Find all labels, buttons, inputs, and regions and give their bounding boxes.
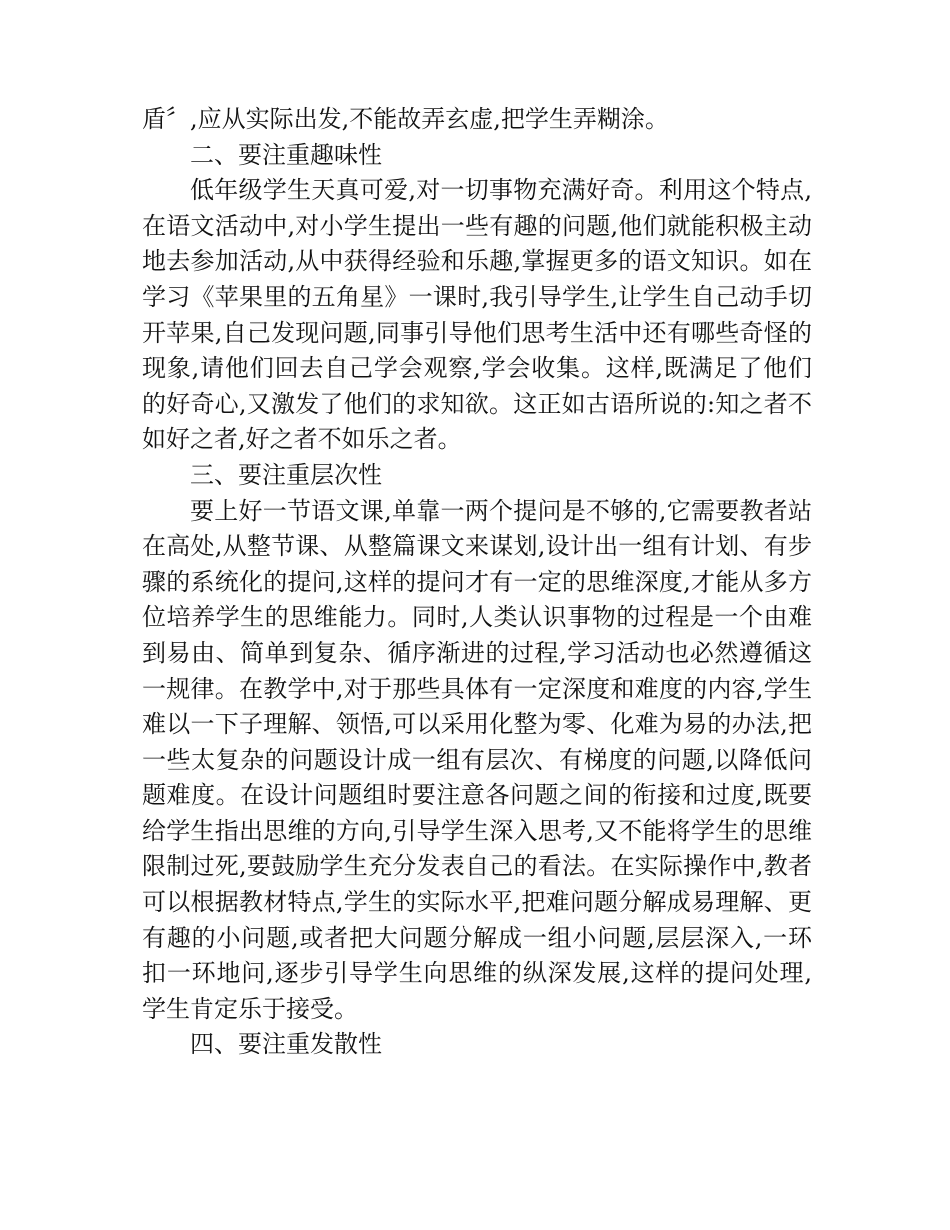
document-page	[142, 102, 812, 1063]
paragraph-levels: 要上好一节语文课,单靠一两个提问是不够的,它需要教者站在高处,从整节课、从整篇课文来谋划,设计出一组有计划、有步骤的系统化的提问,这样的提问才有一定的思维深度,才能从多方位培养学生的思维能力。同时,人类认识事物的过程是一个由难到易由、简单到复杂、循序渐进的过程,学习活动也必然遵循这一规律。在教学中,对于那些具体有一定深度和难度的内容,学生难以一下子理解、领悟,可以采用化整为零、化难为易的办法,把一些太复杂的问题设计成一组有层次、有梯度的问题,以降低问题难度。在设计问题组时要注意各问题之间的衔接和过度,既要给学生指出思维的方向,引导学生深入思考,又不能将学生的思维限制过死,要鼓励学生充分发表自己的看法。在实际操作中,教者可以根据教材特点,学生的实际水平,把难问题分解成易理解、更有趣的小问题,或者把大问题分解成一组小问题,层层深入,一环扣一环地问,逐步引导学生向思维的纵深发展,这样的提问处理,学生肯定乐于接受。	[142, 496, 812, 1023]
section-heading-levels: 三、要注重层次性	[190, 460, 382, 489]
section-heading-divergent: 四、要注重发散性	[190, 1030, 382, 1059]
paragraph-interest: 低年级学生天真可爱,对一切事物充满好奇。利用这个特点,在语文活动中,对小学生提出一些有趣的问题,他们就能积极主动地去参加活动,从中获得经验和乐趣,掌握更多的语文知识。如在学习《苹果里的五角星》一课时,我引导学生,让学生自己动手切开苹果,自己发现问题,同事引导他们思考生活中还有哪些奇怪的现象,请他们回去自己学会观察,学会收集。这样,既满足了他们的好奇心,又激发了他们的求知欲。这正如古语所说的:知之者不如好之者,好之者不如乐之者。	[142, 176, 812, 454]
paragraph-continuation: 盾〞,应从实际出发,不能故弄玄虚,把学生弄糊涂。	[142, 105, 669, 133]
section-heading-interest: 二、要注重趣味性	[190, 140, 382, 169]
